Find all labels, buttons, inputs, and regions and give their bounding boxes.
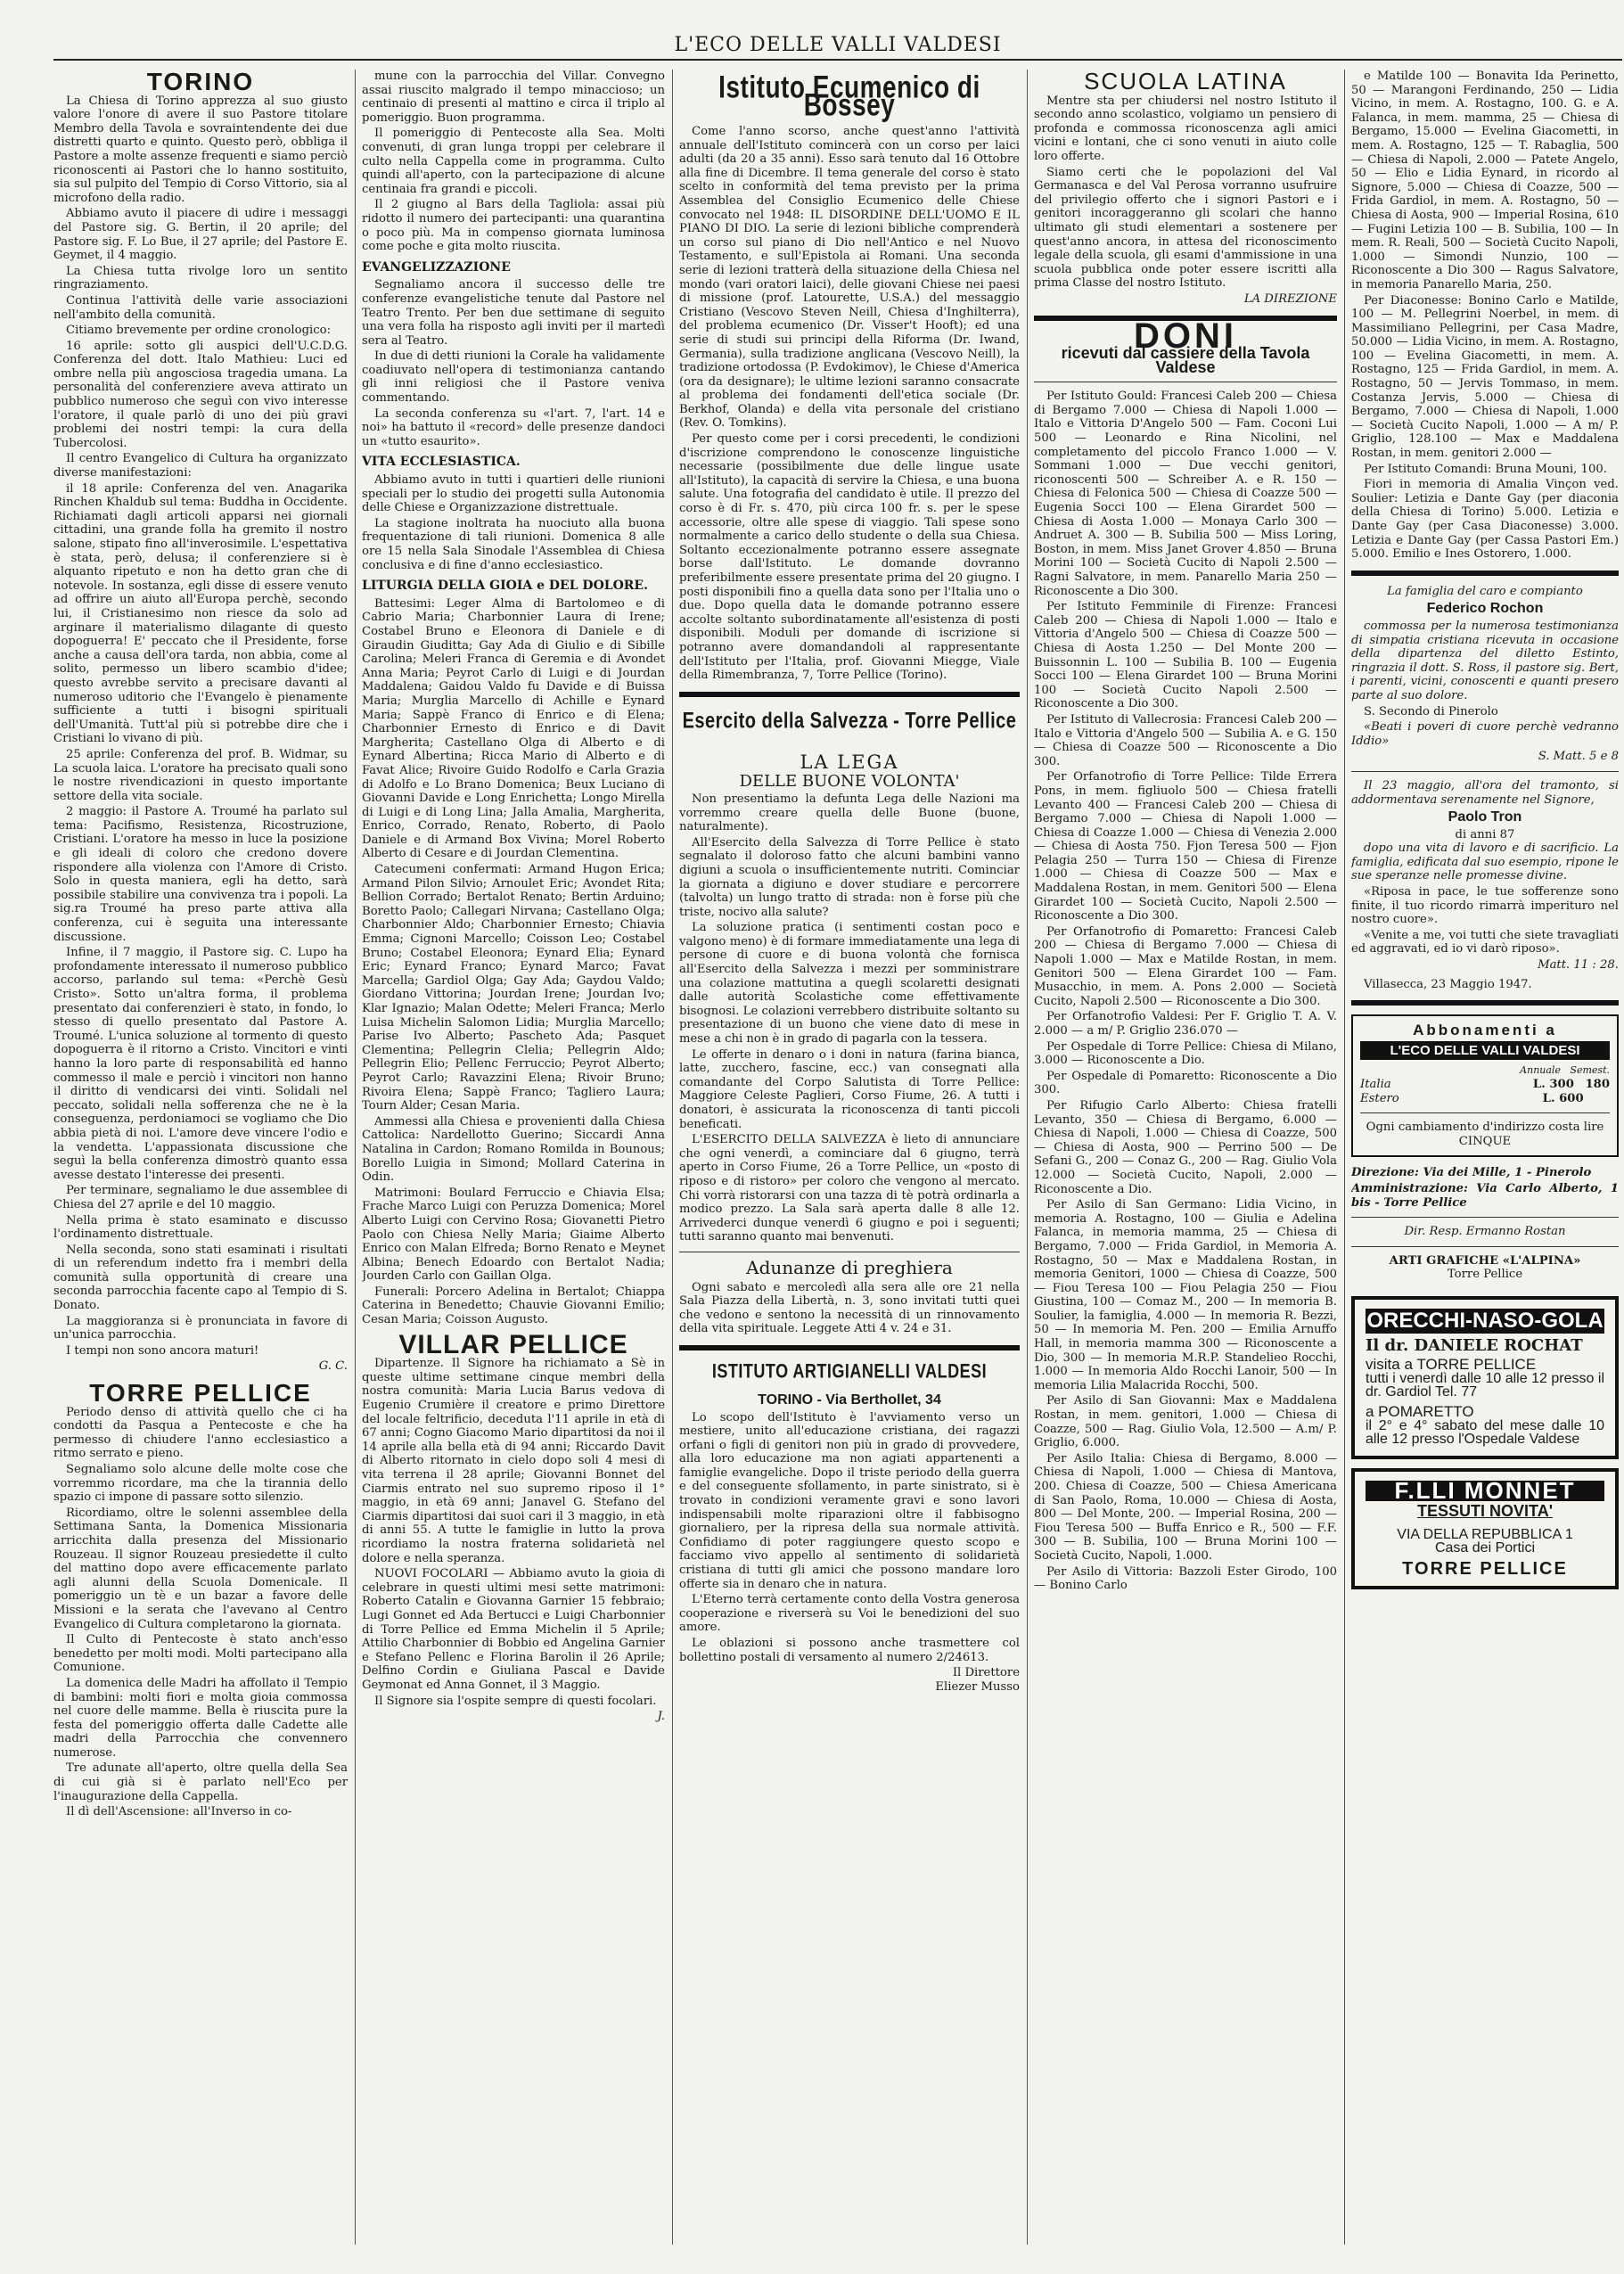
tron-name: Paolo Tron xyxy=(1448,809,1522,825)
paragraph: Il Signore sia l'ospite sempre di questi focolari. xyxy=(374,1694,657,1708)
tron-quote-1: «Riposa in pace, le tue sofferenze sono finite, il tuo ricordo rimarrà imperituro nel nostro cuore». xyxy=(1351,885,1619,927)
paragraph: La Chiesa di Torino apprezza al suo giusto valore l'onore di avere il suo Pastore titolare Membro della Tavola e sovraintendente dei due distretti quarto e quinto. Questo però, obbliga il Pastore a molte assenze frequenti e siamo perciò riconoscenti ai Pastori che lo hanno sostituito, sia sul pulpito del Tempio di Corso Vittorio, sia al microfono della radio. xyxy=(53,94,348,205)
paragraph: Citiamo brevemente per ordine cronologico: xyxy=(66,324,332,338)
paragraph: Ammessi alla Chiesa e provenienti dalla Chiesa Cattolica: Nardellotto Guerino; Siccardi Anna Natalina in Cardon; Romano Romilda in Bounous; Borello Luigia in Simond; Mollard Caterina in Odin. xyxy=(362,1114,665,1185)
paragraph: Il dì dell'Ascensione: all'Inverso in co- xyxy=(66,1805,292,1819)
scuola-latina-signature: LA DIREZIONE xyxy=(1243,291,1337,306)
paragraph: La seconda conferenza su «l'art. 7, l'art. 14 e noi» ha battuto il «record» delle presenze dandoci un «tutto esaurito». xyxy=(362,406,665,448)
paragraph: Per Asilo Italia: Chiesa di Bergamo, 8.000 — Chiesa di Napoli, 1.000 — Chiesa di Mantova, 200. Chiesa di Coazze, 500 — Chiesa Americana di San Paolo, Roma, 10.000 — Chiesa di Aosta, 800 — Del Monte, 200. — Imperial Rosina, 200 — Fiou Teresa 500 — Buffa Enrico e R., 500 — F.F. 300 — B. Subilia, 100 — Bruna Morini 100 — Società Cucito, Napoli, 1.000. xyxy=(1034,1451,1337,1563)
torre-pellice-heading: TORRE PELLICE xyxy=(89,1379,312,1408)
esercito-heading: Esercito della Salvezza - Torre Pellice xyxy=(682,708,1017,734)
doni-body xyxy=(1034,390,1337,1592)
paragraph: Tre adunate all'aperto, oltre quella della Sea di cui già si è parlato nell'Eco per l'inaugurazione della Cappella. xyxy=(53,1761,348,1803)
separator xyxy=(679,692,1020,697)
column-3 xyxy=(679,70,1020,2262)
doni-subheading: ricevuti dal cassiere della Tavola Valdese xyxy=(1061,344,1310,376)
paragraph: mune con la parrocchia del Villar. Convegno assai riuscito malgrado il tempo minaccioso; un centinaio di presenti al mattino e circa il triplo al pomeriggio. Buon programma. xyxy=(362,70,665,125)
subscriptions-header: Annuale Semest. xyxy=(1520,1064,1610,1077)
paragraph: Per Orfanotrofio Valdesi: Per F. Griglio T. A. V. 2.000 — a m/ P. Griglio 236.070 — xyxy=(1034,1010,1337,1038)
paragraph: La maggioranza si è pronunciata in favore di un'unica parrocchia. xyxy=(53,1314,348,1342)
paragraph: Matrimoni: Boulard Ferruccio e Chiavia Elsa; Frache Marco Luigi con Peruzza Domenica; Morel Alberto Luigi con Cervino Rosa; Giovanetti Pietro Paolo con Chiesa Nelly Maria; Giaime Alberto Enrico con Malan Elfreda; Borno Renato e Meynet Albina; Benech Edoardo con Bertalot Nadia; Jourden Carlo con Gaillan Olga. xyxy=(362,1186,665,1284)
subscription-annual: L. 600 xyxy=(1542,1091,1584,1105)
paragraph: 2 maggio: il Pastore A. Troumé ha parlato sul tema: Pacifismo, Resistenza, Ricostruzione, Cristiani. L'oratore ha messo in luce la posizione e gli ideali di coloro che credono dovere rispondere alla violenza con l'Amore di Cristo. Solo in questa maniera, egli ha detto, sarà possibile stabilire una convivenza tra i popoli. La sig.ra Troumé ha preso parte attiva alla conferenza, cui è seguita una interessante discussione. xyxy=(53,805,348,944)
scuola-latina-body xyxy=(1034,94,1337,291)
subscription-label: Italia xyxy=(1360,1078,1391,1091)
paragraph: il 18 aprile: Conferenza del ven. Anagarika Rinchen Khaldub sul tema: Buddha in Occidente. Richiamati dagli articoli apparsi nei giornali cittadini, una grande folla ha gremito il nostro salone, stipato fino all'inverosimile. L'espettativa è stata, però, delusa; il conferenziere si è alquanto ripetuto e non ha detto gran che di notevole. In sostanza, egli disse di essere venuto ad offrire un aiuto all'Europa perchè, secondo lui, il Cristianesimo non riesce da solo ad arginare il materialismo dilagante di questo dopoguerra! E' peccato che il Presidente, forse anche a causa dell'ora tarda, non abbia, come al solito, permesso un libero scambio d'idee; questo avrebbe servito a precisare davanti al numeroso uditorio che l'Evangelo è pienamente sufficiente a tutti i bisogni spirituali dell'Umanità. Tutt'al più si potrebbe dire che i Cristiani lo vivano di più. xyxy=(53,481,348,746)
printer-town: Torre Pellice xyxy=(1447,1268,1523,1282)
direzione: Direzione: Via dei Mille, 1 - Pinerolo xyxy=(1351,1166,1592,1180)
paragraph: NUOVI FOCOLARI — Abbiamo avuto la gioia di celebrare in questi ultimi mesi sette matrimoni: Roberto Catalin e Giovanna Garnier 15 febbraio; Lugi Gonnet ed Ada Bertucci e Luigi Charbonnier di Torre Pellice ed Emma Michelin il 5 Aprile; Attilio Charbonnier di Bobbio ed Angelina Garnier e Stefano Pellenc e Florina Barolin il 26 Aprile; Delfino Cordin e Giuliana Pascal e Davide Geymonat ed Anna Gonnet, il 3 Maggio. xyxy=(362,1567,665,1692)
paragraph: Catecumeni confermati: Armand Hugon Erica; Armand Pilon Silvio; Arnoulet Eric; Avondet Rita; Bellion Corrado; Bertalot Renato; Bertin Arduino; Boretto Paolo; Callegari Nirvana; Castellano Olga; Charbonnier Aldo; Charbonnier Ernesto; Chiavia Emma; Cignoni Marcello; Coisson Leo; Costabel Bruno; Costabel Eleonora; Eynard Elia; Eynard Eric; Eynard Franco; Eynard Marco; Favat Marcella; Gardiol Olga; Gay Ada; Gaydou Valdo; Giordano Vittorina; Jourdan Irene; Jourdan Ivo; Klar Ignazio; Malan Odette; Meleri Franca; Merlo Luisa Michelin Salomon Lidia; Murglia Marcello; Parise Ivo Alberto; Pascheto Ada; Pasquet Clementina; Pellegrin Clelia; Pellegrin Aldo; Pellegrin Elio; Pellenc Ferruccio; Peyrot Alberto; Peyrot Carlo; Ravazzini Elena; Rivoir Bruno; Rivoira Elena; Sappè Franco; Tagliero Laura; Tourn Alder; Cesan Maria. xyxy=(362,863,665,1113)
paragraph: Ricordiamo, oltre le solenni assemblee della Settimana Santa, la Domenica Missionaria arricchita dalla presenza del Missionario Rouzeau. Il signor Rouzeau presiedette il culto del mattino dopo avere efficacemente parlato agli alunni della Scuola Domenicale. Il pomeriggio un tè e un bazar a favore delle Missioni e la serata che l'avevano al Centro Evangelico di Cultura completarono la giornata. xyxy=(53,1506,348,1631)
paragraph: Continua l'attività delle varie associazioni nell'ambito della comunità. xyxy=(53,293,348,322)
rochon-quote: «Beati i poveri di cuore perchè vedranno Iddio» xyxy=(1351,720,1619,748)
printer: ARTI GRAFICHE «L'ALPINA» xyxy=(1389,1253,1581,1268)
paragraph: I tempi non sono ancora maturi! xyxy=(66,1343,259,1358)
tron-age: di anni 87 xyxy=(1455,827,1515,841)
evangelizzazione-heading: EVANGELIZZAZIONE xyxy=(362,259,511,275)
column-5 xyxy=(1351,70,1619,2262)
paragraph: Siamo certi che le popolazioni del Val Germanasca e del Val Perosa vorranno usufruire del privilegio offerto che i signori Pastori e i genitori incoraggeranno gli scolari che hanno ultimato gli studi elementari a sostenere per quest'anno ancora, in attesa del riconoscimento legale della scuola, gli esami d'ammissione in una scuola pubblica onde poter essere iscritti alla prima Classe del nostro Istituto. xyxy=(1034,165,1337,291)
monnet-ad-title: F.LLI MONNET xyxy=(1366,1481,1604,1502)
rochon-intro: La famiglia del caro e compianto xyxy=(1387,584,1583,598)
paragraph: Segnaliamo ancora il successo delle tre conferenze evangelistiche tenute dal Pastore nel Teatro Trento. Per ben due settimane di seguito una vera folla ha risposto agli inviti per il martedì sera al Teatro. xyxy=(362,278,665,348)
liturgia-body xyxy=(362,597,665,1327)
paragraph: Per Istituto Comandi: Bruna Mouni, 100. xyxy=(1364,462,1607,476)
vita-ecclesiastica-body xyxy=(362,473,665,572)
adunanze-body: Ogni sabato e mercoledì alla sera alle ore 21 nella Sala Piazza della Libertà, n. 3, sono invitati tutti quei che vedono e sentono la necessità di un rinnovamento della vita spirituale. Leggete Atti 4 v. 24 e 31. xyxy=(679,1280,1020,1336)
lega-heading: LA LEGA xyxy=(800,751,899,773)
paragraph: Funerali: Porcero Adelina in Bertalot; Chiappa Caterina in Benedetto; Chauvie Giovanni Emilio; Cesan Maria; Coisson Augusto. xyxy=(362,1285,665,1327)
paragraph: Come l'anno scorso, anche quest'anno l'attività annuale dell'Istituto comincerà con un corso per laici adulti (da 20 a 35 anni). Esso sarà tenuto dal 16 Ottobre alla fine di Dicembre. Il tema generale del corso è stato scelto in conformità del tema previsto per la prima Assemblea del Consiglio Ecumenico delle Chiese convocato nel 1948: IL DISORDINE DELL'UOMO E IL PIANO DI DIO. La serie di lezioni bibliche comprenderà un corso sul piano di Dio nell'Antico e nel Nuovo Testamento, e sull'Epistola ai Romani. Una seconda serie di lezioni tratterà della situazione della Chiesa nel mondo (vari oratori laici), delle giovani Chiese nei paesi di missione (prof. Latourette, U.S.A.) del messaggio Cristiano (Vescovo Steven Neill, Chiesa d'Inghilterra), del problema ecumenico (Dr. Visser't Hooft); ed una serie di studi sui principi della Riforma (Dr. Iwand, Germania), sulla tradizione anglicana (Vescovo Neill), la tradizione ortodossa (P. Evdokimov), le Chiese d'America (ora da designare); le ultime lezioni saranno consacrate al problema dei fondamenti dell'etica sociale (Dr. Berkhof, Olanda) e della vita personale del cristiano (Rev. O. Tomkins). xyxy=(679,125,1020,431)
paragraph: Il 2 giugno al Bars della Tagliola: assai più ridotto il numero dei partecipanti: una quarantina o poco più. Ma in compenso giornata luminosa come poche e gita molto riuscita. xyxy=(362,198,665,254)
artigianelli-body xyxy=(679,1411,1020,1665)
tron-date: Villasecca, 23 Maggio 1947. xyxy=(1364,977,1532,991)
bossey-body xyxy=(679,125,1020,683)
ent-ad-line-1: visita a TORRE PELLICE xyxy=(1366,1356,1537,1374)
paragraph: Nella seconda, sono stati esaminati i risultati di un referendum indetto fra i membri della comunità sulla opportunità di creare una seconda parrocchia facente capo al Tempio di S. Donato. xyxy=(53,1243,348,1313)
paragraph: La stagione inoltrata ha nuociuto alla buona frequentazione di tali riunioni. Domenica 8 alle ore 15 nella Sala Sinodale l'Assemblea di Chiesa conclusiva e di fine d'anno ecclesiastico. xyxy=(362,516,665,572)
paragraph: Non presentiamo la defunta Lega delle Nazioni ma vorremmo creare quella delle Buone (buone, naturalmente). xyxy=(679,792,1020,834)
monnet-ad-town: TORRE PELLICE xyxy=(1402,1559,1568,1580)
torino-signature: G. C. xyxy=(318,1359,348,1374)
subscription-row xyxy=(1360,1092,1610,1106)
tron-body: dopo una vita di lavoro e di sacrificio. La famiglia, edificata dal suo esempio, ripone le sue speranze nelle promesse divine. xyxy=(1351,841,1619,883)
paragraph: e Matilde 100 — Bonavita Ida Perinetto, 50 — Marangoni Ferdinando, 250 — Lidia Vicino, in mem. A. Rostagno, 100. G. e A. Falanca, in mem. mamma, 25 — Chiesa di Bergamo, 15.000 — Evelina Giacometti, in mem. A. Rostagno, 125 — T. Rabaglia, 500 — Chiesa di Napoli, 2.000 — Patete Angelo, 50 — Elio e Lidia Eynard, in ricordo al Signore, 5.000 — Chiesa di Coazze, 500 — Frida Gardiol, in mem. A. Rostagno, 50 — Chiesa di Aosta, 900 — Imperial Rosina, 610 — Fugini Letizia 100 — B. Subilia, 100 — In mem. R. Reali, 500 — Società Cucito Napoli, 1.000 — Simondi Nunzio, 100 — Riconoscente a Dio 300 — Ragus Salvatore, in memoria Panarello Maria, 250. xyxy=(1351,70,1619,291)
rochon-place: S. Secondo di Pinerolo xyxy=(1364,704,1498,718)
villar-pellice-body xyxy=(362,1357,665,1708)
paragraph: La domenica delle Madri ha affollato il Tempio di bambini: molti fiori e molta gioia commossa nel cuore delle mamme. Bella è riuscita pure la festa del pomeriggio offerta dalle Cadette alle madri della Parrocchia che convennero numerose. xyxy=(53,1676,348,1760)
lega-subheading: DELLE BUONE VOLONTA' xyxy=(739,772,960,792)
paragraph: Dipartenze. Il Signore ha richiamato a Sè in queste ultime settimane cinque membri della nostra comunità: Maria Lucia Barus vedova di Eugenio Crumière il creatore e primo Direttore del locale feltrificio, deceduta l'11 aprile in età di 67 anni; Cogno Giacomo Mario dipartitosi da noi il 14 aprile alla bella età di 94 anni; Riccardo Davit di Alberto ritornato in cielo dopo soli 4 mesi di vita terrena il 28 aprile; Giovanni Bonnet del Ciarmis entrato nel suo supremo riposo il 1° maggio, in età 69 anni; Janavel G. Stefano del Ciarmis dipartitosi dai suoi cari il 3 maggio, in età di anni 55. A tutte le famiglie in lutto la prova ricordiamo la nostra fraterna solidarietà nel dolore e nella speranza. xyxy=(362,1357,665,1565)
subscription-label: Estero xyxy=(1360,1091,1399,1105)
paragraph: Periodo denso di attività quello che ci ha condotti da Pasqua a Pentecoste e che ha permesso di chiudere l'anno ecclesiastico a ritmo serrato e pieno. xyxy=(53,1405,348,1461)
paragraph: Nella prima è stato esaminato e discusso l'ordinamento distrettuale. xyxy=(53,1213,348,1242)
paragraph: Per Istituto di Vallecrosia: Francesi Caleb 200 — Italo e Vittoria d'Angelo 500 — Subilia A. e G. 150 — Chiesa di Coazze 500 — Riconoscente a Dio 300. xyxy=(1034,712,1337,768)
monnet-ad-address: VIA DELLA REPUBBLICA 1 xyxy=(1397,1526,1573,1542)
paragraph: 25 aprile: Conferenza del prof. B. Widmar, su La scuola laica. L'oratore ha precisato quali sono le nostre rivendicazioni in questo importante settore della vita sociale. xyxy=(53,747,348,803)
paragraph: L'ESERCITO DELLA SALVEZZA è lieto di annunciare che ogni venerdì, a cominciare dal 6 giugno, terrà aperto in Corso Fiume, 26 a Torre Pellice, un «posto di riposo e di ristoro» per coloro che vengono al mercato. Chi vorrà ristorarsi con una tazza di tè potrà ordinarla a modico prezzo. La Sala sarà aperta dalle 8 alle 12. Arrivederci dunque venerdì 6 giugno e poi i seguenti; tutti saranno quanto mai benvenuti. xyxy=(679,1133,1020,1244)
subscriptions-rows xyxy=(1360,1078,1610,1105)
paragraph: Fiori in memoria di Amalia Vinçon ved. Soulier: Letizia e Dante Gay (per diaconia della Chiesa di Torino) 5.000. Letizia e Dante Gay (per Casa Diaconesse) 3.000. Letizia e Dante Gay (per Cassa Pastori Em.) 5.000. Emilio e Ines Ostorero, 1.000. xyxy=(1351,478,1619,562)
paragraph: Le offerte in denaro o i doni in natura (farina bianca, latte, zucchero, fascine, ecc.) van consegnati alla comandante del Corpo Salutista di Torre Pellice: Maggiore Celeste Paglieri, Corso Fiume, 26. A tutti i donatori, è assicurata la riconoscenza di tanti piccoli beneficati. xyxy=(679,1047,1020,1131)
paragraph: Il Culto di Pentecoste è stato anch'esso benedetto per molti modi. Molti partecipano alla Comunione. xyxy=(53,1633,348,1675)
paragraph: Per Asilo di San Germano: Lidia Vicino, in memoria A. Rostagno, 100 — Giulia e Adelina Falanca, in memoria mamma, 25 — Chiesa di Bergamo, 7.000 — Frida Gardiol, in Memoria A. Rostagno, 50 — Max e Maddalena Rostan, in memoria Genitori, 1000 — Chiesa di Coazze, 500 — Fiou Teresa 100 — Fiou Pelagia 250 — Fiou Giustina, 100 — Comaz M., 200 — In memoria B. Soulier, la famiglia, 4.000 — In memoria R. Bezzi, 50 — In memoria M. Pen. 200 — Emilia Arnuffo Hall, in memoria mamma 300 — Riconoscente a Dio, 300 — In memoria M.R.P. Standelieo Rocchi, 1.000 — In memoria Aldo Rocchi Lanoir, 500 — In memoria Lilia Malacrida Rocchi, 500. xyxy=(1034,1198,1337,1392)
col5-top-body xyxy=(1351,70,1619,562)
paragraph: Per Istituto Femminile di Firenze: Francesi Caleb 200 — Chiesa di Napoli 1.000 — Italo e Vittoria d'Angelo 500 — Chiesa di Coazze 500 — Chiesa di Aosta 1.250 — Del Monte 200 — Buissonnin L. 100 — Subilia B. 100 — Eugenia Socci 100 — Elena Girardet 100 — Bruna Morini 100 — Società Cucito Napoli 2.500 — Riconoscente a Dio 300. xyxy=(1034,600,1337,711)
tron-intro: Il 23 maggio, all'ora del tramonto, si addormentava serenamente nel Signore, xyxy=(1351,778,1619,807)
ent-ad-title: ORECCHI-NASO-GOLA xyxy=(1366,1308,1603,1333)
torino-body xyxy=(53,94,348,1359)
column-1 xyxy=(53,70,348,2262)
paragraph: Abbiamo avuto il piacere di udire i messaggi del Pastore sig. G. Bertin, il 20 aprile; del Pastore sig. F. Lo Bue, il 27 aprile; del Pastore E. Geymet, il 4 maggio. xyxy=(53,207,348,263)
monnet-ad-subtitle: TESSUTI NOVITA' xyxy=(1417,1502,1553,1521)
subscriptions-title: Abbonamenti a xyxy=(1413,1022,1557,1039)
paragraph: Per Asilo di Vittoria: Bazzoli Ester Girodo, 100 — Bonino Carlo xyxy=(1034,1564,1337,1593)
paragraph: Per Istituto Gould: Francesi Caleb 200 — Chiesa di Bergamo 7.000 — Chiesa di Napoli 1.000 — Italo e Vittoria D'Angelo 500 — Fam. Coconi Lui 500 — Leonardo e Rina Nicolini, nel completamento del piccolo Franco 1.000 — V. Sommani 1.000 — Due vecchi genitori, riconoscenti 500 — Schreiber A. e R. 150 — Chiesa di Felonica 500 — Chiesa di Coazze 500 — Eugenia Socci 100 — Elena Girardet 500 — Chiesa di Aosta 1.000 — Monaya Carlo 300 — Andruet A. 300 — B. Subilia 500 — Miss Loring, Boston, in mem. Miss Janet Grover 4.850 — Bruna Morini 100 — Società Cucito di Napoli 2.500 — Ragni Salvatore, in mem. Panarello Maria 250 — Riconoscente a Dio 300. xyxy=(1034,390,1337,598)
column-divider xyxy=(1344,70,1345,2245)
paragraph: Le oblazioni si possono anche trasmettere col bollettino postali di versamento al numero 2/24613. xyxy=(679,1637,1020,1664)
paragraph: Infine, il 7 maggio, il Pastore sig. C. Lupo ha profondamente interessato il numeroso pubblico accorso, parlando sul tema: «Perchè Gesù Cristo». Sotto un'altra forma, il problema presentato dai conferenzieri è stato, in fondo, lo stesso di quello presentato dal Pastore A. Troumé. L'unica soluzione al tormento di questo dopoguerra è il ritorno a Cristo. Vincitori e vinti hanno la loro parte di responsabilità ed hanno commesso il male e perciò i vincitori non hanno il diritto di vendicarsi dei vinti. Solidali nel peccato, solidali nella sofferenza che ne è la conseguenza, perdoniamoci se vogliamo che Dio abbia pietà di noi. L'amore deve vincere l'odio e la vendetta. L'appassionata discussione che seguì la bella conferenza dimostrò quanto essa avesse destato l'interesse dei presenti. xyxy=(53,946,348,1182)
paragraph: Il centro Evangelico di Cultura ha organizzato diverse manifestazioni: xyxy=(53,452,348,480)
paragraph: La Chiesa tutta rivolge loro un sentito ringraziamento. xyxy=(53,264,348,292)
villar-signature: J. xyxy=(657,1710,665,1724)
separator xyxy=(679,1345,1020,1350)
separator xyxy=(1360,1112,1610,1113)
paragraph: Lo scopo dell'Istituto è l'avviamento verso un mestiere, unito all'educazione cristiana, dei ragazzi orfani o figli di genitori non più in grado di provvedere, alla loro educazione ma non agiati appartenenti a famiglie evangeliche. Dopo il triste periodo della guerra e del conseguente sfollamento, in parte sinistrato, si è trovato in condizioni veramente gravi e sono lavori indispensabili molte riparazioni oltre il fabbisogno giornaliero, per la ripresa della sua normale attività. Confidiamo di poter raggiungere questo scopo e facciamo vivo appello al sentimento di solidarietà cristiana di tutti gli amici che possono mandare loro offerte sia in denaro che in natura. xyxy=(679,1410,1020,1591)
bossey-heading: Istituto Ecumenico di Bossey xyxy=(718,70,980,122)
direttore-responsabile: Dir. Resp. Ermanno Rostan xyxy=(1404,1225,1566,1239)
vita-ecclesiastica-heading: VITA ECCLESIASTICA. xyxy=(362,455,521,470)
paragraph: Per terminare, segnaliamo le due assemblee di Chiesa del 27 aprile e del 10 maggio. xyxy=(53,1184,348,1211)
ent-ad-doctor: Il dr. DANIELE ROCHAT xyxy=(1366,1335,1583,1355)
column-2 xyxy=(362,70,665,2262)
artigianelli-heading: ISTITUTO ARTIGIANELLI VALDESI xyxy=(711,1359,988,1383)
separator xyxy=(1351,1000,1619,1006)
scuola-latina-heading: SCUOLA LATINA xyxy=(1084,70,1287,94)
rochon-body: commossa per la numerosa testimonianza di simpatia cristiana ricevuta in occasione della dipartenza del diletto Estinto, ringrazia il dott. S. Ross, il pastore sig. Bert, i parenti, vicini, conoscenti e quanti presero parte al suo dolore. xyxy=(1351,619,1619,702)
monnet-ad xyxy=(1351,1468,1619,1589)
paragraph: All'Esercito della Salvezza di Torre Pellice è stato segnalato il doloroso fatto che alcuni bambini vanno digiuni a scuola o insufficientemente nutriti. Cominciar la giornata a digiuno e dover studiare e percorrere (talvolta) un lungo tratto di strada: non è forse più che triste, nocivo alla salute? xyxy=(679,835,1020,919)
paragraph: Abbiamo avuto in tutti i quartieri delle riunioni speciali per lo studio dei progetti sulla Autonomia delle Chiese e Organizzazione distrettuale. xyxy=(362,473,665,515)
paragraph: L'Eterno terrà certamente conto della Vostra generosa cooperazione e riverserà su Voi le benedizioni del suo amore. xyxy=(679,1593,1020,1635)
paragraph: In due di detti riunioni la Corale ha validamente coadiuvato nell'opera di testimonianza cantando gli inni religiosi che il Pastore veniva commentando. xyxy=(362,349,665,406)
torre-pellice-body xyxy=(53,1406,348,1819)
column-divider xyxy=(1027,70,1028,2245)
ent-ad xyxy=(1351,1296,1619,1459)
doni-heading: DONI xyxy=(1134,316,1237,356)
paragraph: Mentre sta per chiudersi nel nostro Istituto il secondo anno scolastico, volgiamo un pensiero di profonda e commossa riconoscenza agli amici vicini e lontani, che ci sono venuti in aiuto colle loro offerte. xyxy=(1034,94,1337,163)
paragraph: 16 aprile: sotto gli auspici dell'U.C.D.G. Conferenza del dott. Italo Mathieu: Luci ed ombre nella più angosciosa tragedia umana. La personalità del conferenziere aveva attirato un pubblico numeroso che seguì con vivo interesse l'oratore, il quale parlò di uno dei più gravi problemi dei nostri tempi: la cura della Tubercolosi. xyxy=(53,339,348,450)
artigianelli-signature: Il Direttore Eliezer Musso xyxy=(935,1666,1020,1694)
paragraph: Per questo come per i corsi precedenti, le condizioni d'iscrizione comprendono le conoscenze linguistiche necessarie (possibilmente due delle lingue usate all'Istituto), la capacità di servire la Chiesa, e una buona salute. Una fotografia del candidato è utile. Il prezzo del corso è di Fr. s. 470, più circa 100 fr. s. per le spese accessorie, oltre alle spese di viaggio. Tali spese sono normalmente a carico dello studente o della sua Chiesa. Soltanto eccezionalmente potranno essere assegnate borse dall'Istituto. Le domande dovranno preferibilmente essere presentate prima del 20 giugno. I posti disponibili fino a quella data sono per l'Italia uno o due. Dopo quella data le domande potranno essere accolte soltanto subordinatamente all'esistenza di posti disponibili. Moduli per domande di iscrizione si potranno avere domandandoli al rappresentante dell'Istituto per l'Italia, prof. Giovanni Miegge, Viale della Rimembranza, 7, Torre Pellice (Torino). xyxy=(679,432,1020,683)
ent-ad-line-4: il 2° e 4° sabato del mese dalle 10 alle 12 presso l'Ospedale Valdese xyxy=(1366,1417,1604,1448)
evangelizzazione-body xyxy=(362,278,665,448)
ent-ad-line-3: a POMARETTO xyxy=(1366,1402,1474,1420)
paragraph: Il pomeriggio di Pentecoste alla Sea. Molti convenuti, di gran lunga troppi per celebrare il culto nella Cappella come in programma. Culto quindi all'aperto, con la partecipazione di alcune centinaia fra grandi e piccoli. xyxy=(362,127,665,196)
adunanze-heading: Adunanze di preghiera xyxy=(746,1256,953,1278)
subscriptions-note: Ogni cambiamento d'indirizzo costa lire CINQUE xyxy=(1366,1121,1604,1148)
paragraph: Per Diaconesse: Bonino Carlo e Matilde, 100 — M. Pellegrini Noerbel, in mem. di Massimiliano Pellegrini, per Casa Madre, 50.000 — Lidia Vicino, in mem. A. Rostagno, 100 — Evelina Giacometti, in mem. A. Rostagno, 125 — Frida Gardiol, in mem. A. Rostagno, 50 — Jervis Tommaso, in mem. Costanza Jervis, 5.000 — Chiesa di Bergamo, 7.000 — Chiesa di Napoli, 1.000 — Società Cucito Napoli, 1.000 — A m/ P. Griglio, 128.100 — Max e Maddalena Rostan, in mem. genitori 2.000 — xyxy=(1351,293,1619,461)
amministrazione: Amministrazione: Via Carlo Alberto, 1 bis - Torre Pellice xyxy=(1351,1181,1619,1210)
tron-quote-2: «Venite a me, voi tutti che siete travagliati ed aggravati, ed io vi darò riposo». xyxy=(1351,928,1619,956)
ent-ad-line-2: tutti i venerdì dalle 10 alle 12 presso il dr. Gardiol Tel. 77 xyxy=(1366,1370,1604,1400)
subscriptions-paper: L'ECO DELLE VALLI VALDESI xyxy=(1360,1041,1610,1061)
paragraph: Per Ospedale di Pomaretto: Riconoscente a Dio 300. xyxy=(1034,1069,1337,1097)
paragraph: Per Orfanotrofio di Pomaretto: Francesi Caleb 200 — Chiesa di Bergamo 7.000 — Chiesa di Napoli 1.000 — Max e Matilde Rostan, in mem. Genitori 500 — Elena Girardet 100 — Fam. Musacchio, in mem. A. Pons 2.000 — Società Cucito, Napoli 2.500 — Riconoscente a Dio 300. xyxy=(1034,924,1337,1008)
paragraph: Per Rifugio Carlo Alberto: Chiesa fratelli Levanto, 350 — Chiesa di Bergamo, 6.000 — Chiesa di Napoli, 1.000 — Chiesa di Coazze, 500 — Chiesa di Aosta, 900 — Perrino 500 — De Sefani G., 200 — Conaz G., 200 — Rag. Giulio Vola 12.000 — Società Cucito, Napoli, 2.000 — Riconoscente a Dio. xyxy=(1034,1098,1337,1196)
subscriptions-box xyxy=(1351,1014,1619,1157)
column-divider xyxy=(355,70,356,2245)
separator xyxy=(1351,771,1619,772)
torino-heading: TORINO xyxy=(146,70,255,95)
liturgia-heading: LITURGIA DELLA GIOIA e DEL DOLORE. xyxy=(362,579,648,594)
col2-top-body xyxy=(362,70,665,254)
separator xyxy=(1351,1217,1619,1218)
column-divider xyxy=(672,70,673,2245)
paragraph: Per Ospedale di Torre Pellice: Chiesa di Milano, 3.000 — Riconoscente a Dio. xyxy=(1034,1039,1337,1068)
tron-reference: Matt. 11 : 28. xyxy=(1538,958,1619,973)
rochon-reference: S. Matt. 5 e 8 xyxy=(1538,750,1619,764)
villar-pellice-heading: VILLAR PELLICE xyxy=(398,1329,628,1359)
separator xyxy=(1351,571,1619,576)
lega-body xyxy=(679,792,1020,1244)
column-4 xyxy=(1034,70,1337,2262)
paragraph: La soluzione pratica (i sentimenti costan poco e valgono meno) è di formare immediatamente una lega di persone di cuore e di buona volontà che fornisca all'Esercito della Salvezza i mezzi per somministrare una colazione mattutina a quegli scolaretti designati dalle autorità Scolastiche come effettivamente bisognosi. Le colazioni verrebbero distribuite soltanto su presentazione di un buono che viene dato di mese in mese a chi non è in grado di pagarla con la tessera. xyxy=(679,921,1020,1047)
artigianelli-address: TORINO - Via Berthollet, 34 xyxy=(758,1391,941,1408)
subscription-annual: L. 300 xyxy=(1532,1078,1574,1091)
subscription-semester: 180 xyxy=(1585,1078,1610,1091)
monnet-ad-address-2: Casa dei Portici xyxy=(1434,1540,1536,1556)
newspaper-page xyxy=(53,34,1622,2267)
paragraph: Per Orfanotrofio di Torre Pellice: Tilde Errera Pons, in mem. figliuolo 500 — Chiesa fratelli Levanto 400 — Francesi Caleb 200 — Chiesa di Bergamo 7.000 — Chiesa di Napoli 1.000 — Chiesa di Coazze 1.000 — Chiesa di Venezia 2.000 — Chiesa di Aosta 750. Fjon Teresa 500 — Fjon Pelagia 250 — Turra 150 — Chiesa di Firenze 1.000 — Chiesa di Coazze 500 — Max e Maddalena Rostan, in mem. Genitori 500 — Elena Girardet 100 — Società Cucito, Napoli 2.500 — Riconoscente a Dio 300. xyxy=(1034,770,1337,924)
separator xyxy=(1351,1246,1619,1247)
subscription-row xyxy=(1360,1078,1610,1092)
rochon-name: Federico Rochon xyxy=(1426,601,1544,617)
paragraph: Battesimi: Leger Alma di Bartolomeo e di Cabrio Maria; Charbonnier Laura di Irene; Costabel Bruno e Eleonora di Daniele e di Giraudin Giuditta; Gay Ada di Giulio e di Sibille Carolina; Meleri Franca di Geremia e di Avondet Anna Maria; Peyrot Carlo di Luigi e di Jourdan Maddalena; Gaidou Valdo fu Davide e di Buissa Maria; Murglia Marcello di Achille e Eynard Maria; Sappè Franco di Enrico e di Elena; Charbonnier Ernesto di Enrico e di Davit Margherita; Castellano Olga di Alberto e di Eynard Albertina; Ricca Mario di Alberto e di Favat Alice; Rivoire Guido Rodolfo e Carla Grazia di Adolfo e Lo Brano Domenica; Beux Luciano di Giovanni Davide e Long Enrichetta; Longo Mirella di Luigi e di Long Lina; Jalla Amalia, Margherita, Enrico, Corrado, Renato, Roberto, di Paolo Daniele e di Armand Box Vivina; Morel Roberto Alberto di Cesare e di Jourdan Clementina. xyxy=(362,596,665,861)
masthead: L'ECO DELLE VALLI VALDESI xyxy=(53,34,1622,61)
paragraph: Per Asilo di San Giovanni: Max e Maddalena Rostan, in mem. genitori, 1.000 — Chiesa di Coazze, 500 — Rag. Giulio Vola, 12.500 — A.m/ P. Griglio, 6.000. xyxy=(1034,1394,1337,1450)
paragraph: Segnaliamo solo alcune delle molte cose che vorremmo ricordare, ma che la tirannia dello spazio ci impone di passare sotto silenzio. xyxy=(53,1463,348,1505)
